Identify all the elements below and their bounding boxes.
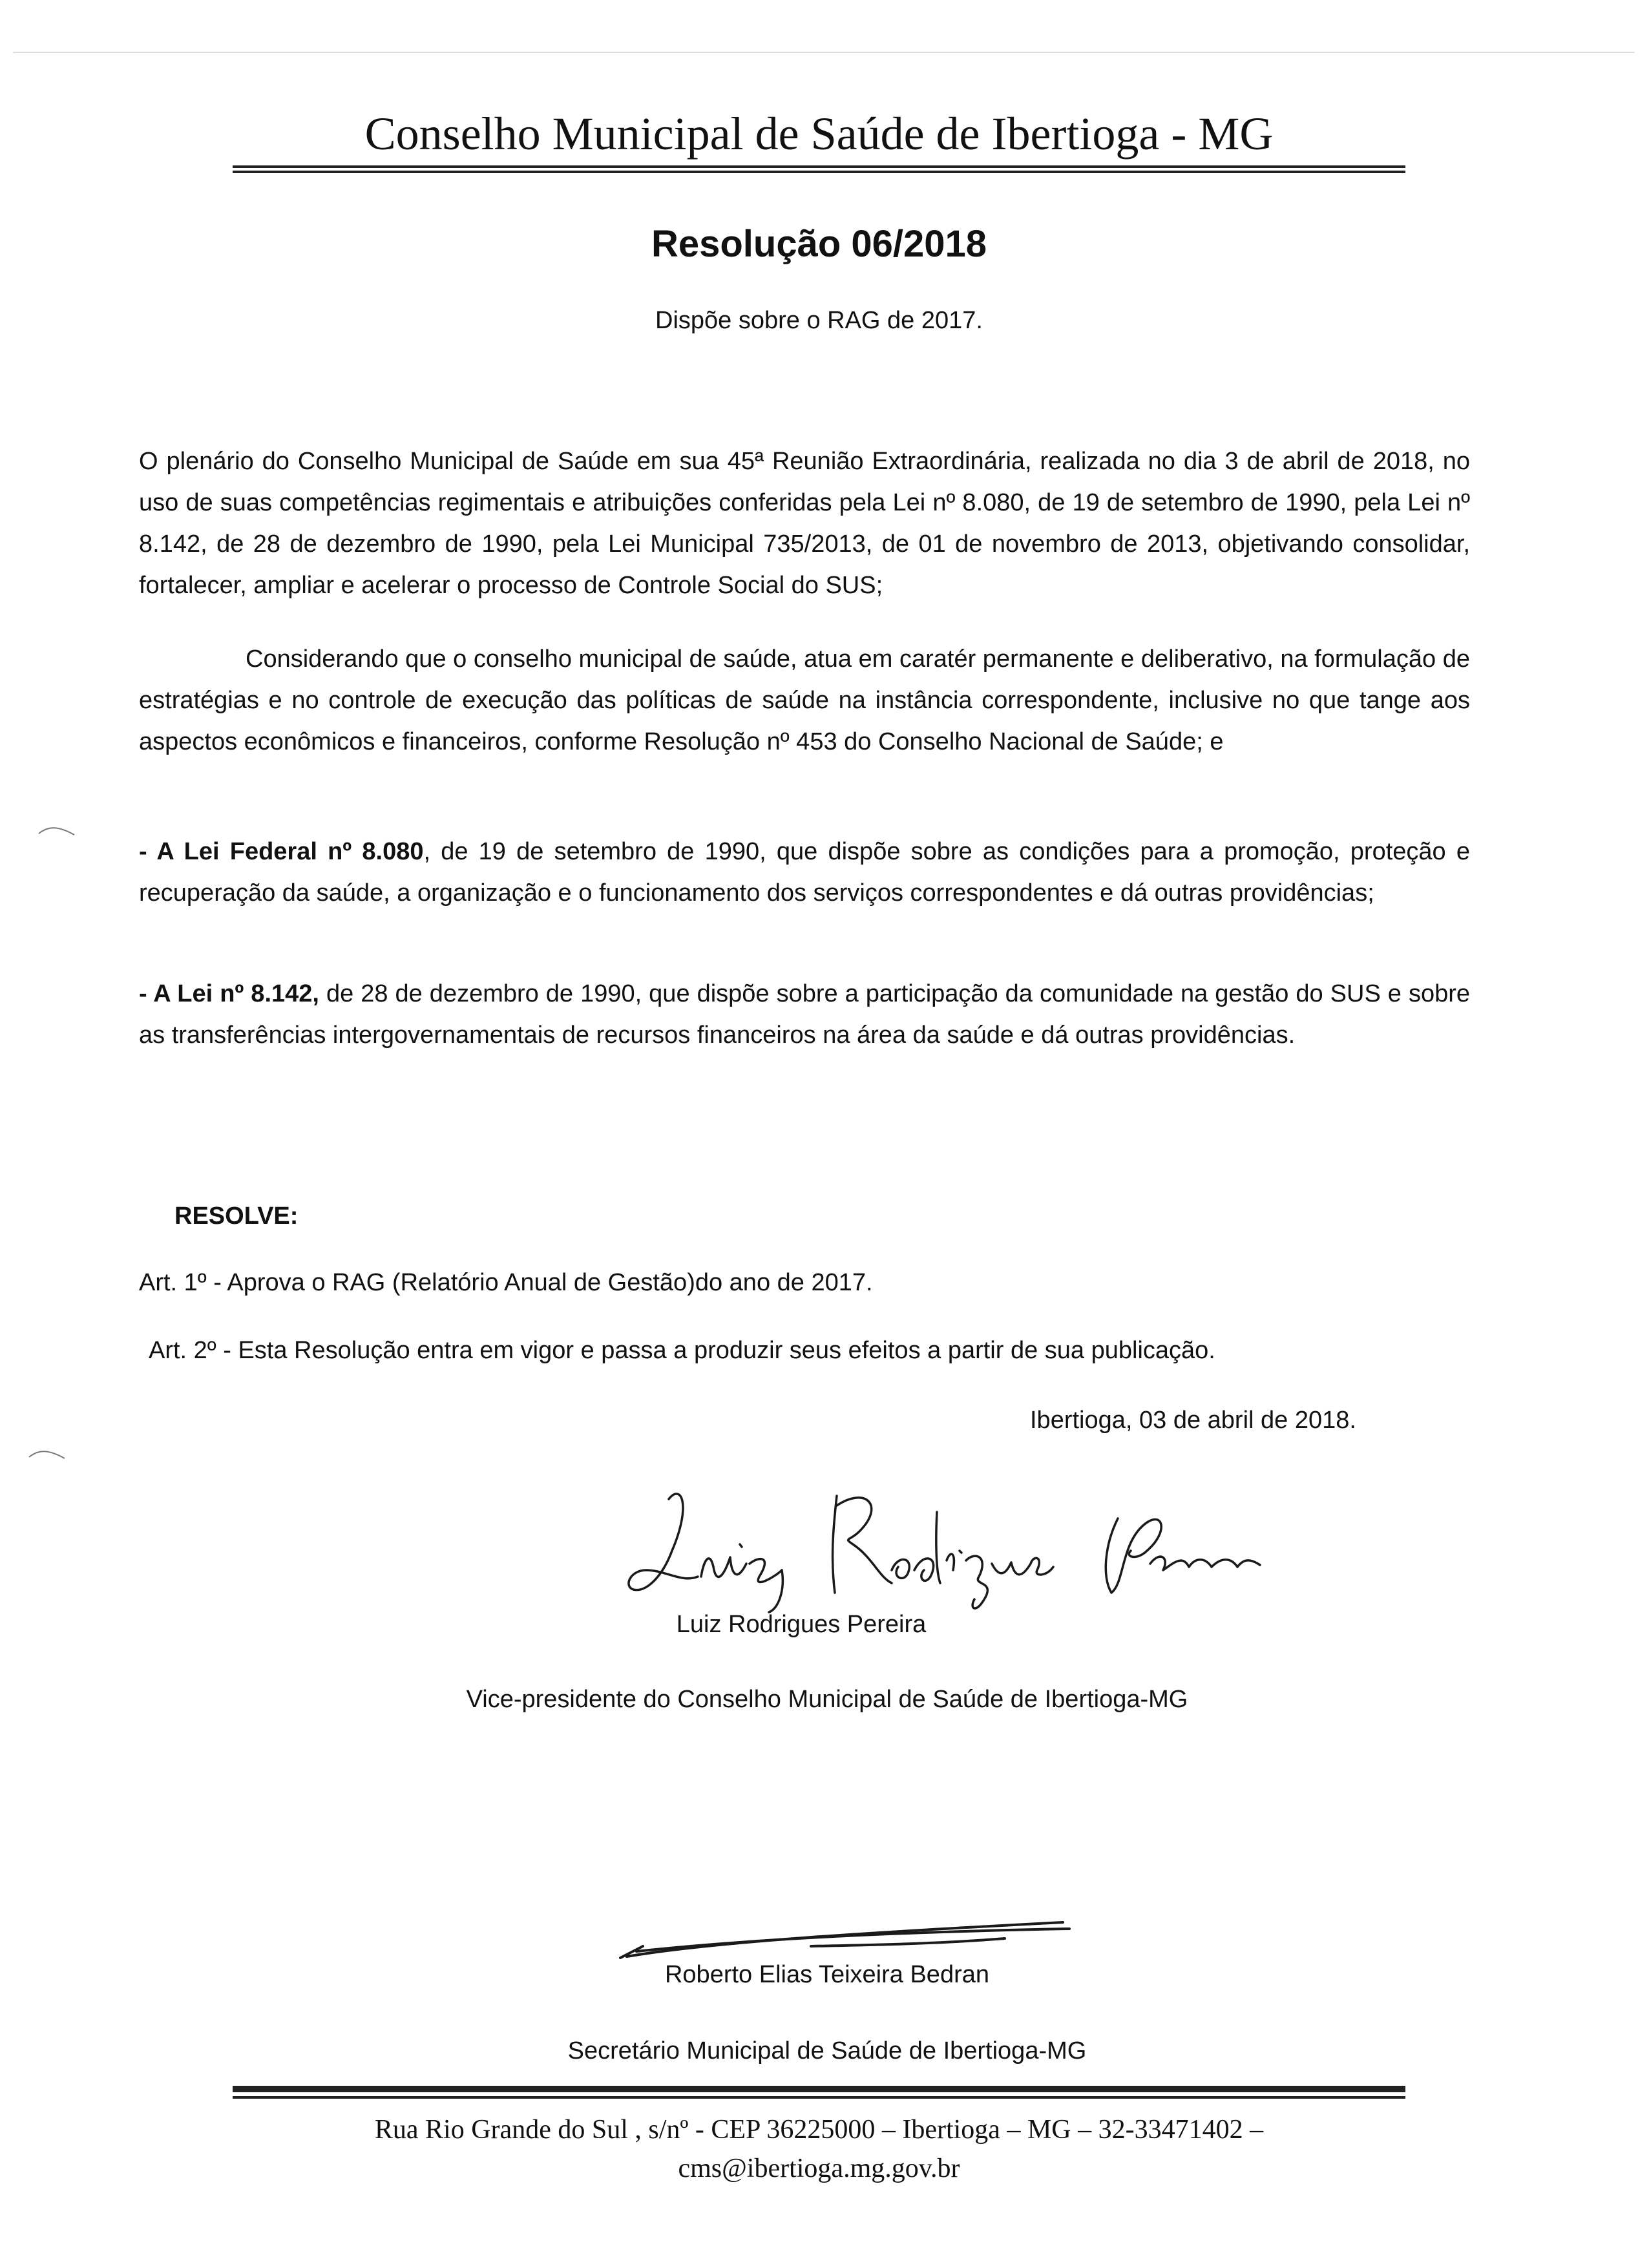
considering-paragraph: Considerando que o conselho municipal de saúde, atua em caratér permanente e deliberativo, na formulação de estratégias e no controle de execução das políticas de saúde na instância correspondente, inclusive no que tange aos aspectos econômicos e financeiros, conforme Resolução nº 453 do Conselho Nacional de Saúde; e (139, 646, 1470, 755)
law-8080-paragraph (139, 831, 1470, 914)
law-8080-label: - A Lei Federal nº 8.080 (139, 838, 424, 865)
signatory-2-role: Secretário Municipal de Saúde de Ibertioga-MG (567, 2037, 1087, 2064)
footer-rule (233, 2086, 1405, 2092)
preamble-paragraph: O plenário do Conselho Municipal de Saúde em sua 45ª Reunião Extraordinária, realizada no dia 3 de abril de 2018, no uso de suas competências regimentais e atribuições conferidas pela Lei nº 8.080, de 19 de setembro de 1990, pela Lei nº 8.142, de 28 de dezembro de 1990, pela Lei Municipal 735/2013, de 01 de novembro de 2013, objetivando consolidar, fortalecer, ampliar e acelerar o processo de Controle Social do SUS; (139, 448, 1470, 599)
law-8142-label: - A Lei nº 8.142, (139, 980, 319, 1007)
scan-mark (36, 821, 81, 840)
scan-mark (26, 1444, 71, 1464)
resolution-title: Resolução 06/2018 (651, 223, 987, 265)
signatory-1-role: Vice-presidente do Conselho Municipal de Saúde de Ibertioga-MG (466, 1686, 1188, 1713)
article-2: Art. 2º - Esta Resolução entra em vigor e passa a produzir seus efeitos a partir de sua publicação. (149, 1337, 1215, 1364)
law-8080-text: , de 19 de setembro de 1990, que dispõe sobre as condições para a promoção, proteção e recuperação da saúde, a organização e o funcionamento dos serviços correspondentes e dá outras providências; (139, 838, 1470, 907)
signatory-2-name: Roberto Elias Teixeira Bedran (664, 1961, 989, 1988)
footer-email: cms@ibertioga.mg.gov.br (678, 2154, 960, 2183)
place-and-date: Ibertioga, 03 de abril de 2018. (1030, 1407, 1356, 1434)
law-8142-text: de 28 de dezembro de 1990, que dispõe sobre a participação da comunidade na gestão do SUS e sobre as transferências intergovernamentais de recursos financeiros na área da saúde e dá outras providências. (139, 980, 1470, 1049)
scan-edge-line (13, 52, 1635, 53)
law-8142-paragraph (139, 973, 1470, 1056)
footer-address: Rua Rio Grande do Sul , s/nº - CEP 36225000 – Ibertioga – MG – 32-33471402 – (374, 2115, 1264, 2145)
article-1: Art. 1º - Aprova o RAG (Relatório Anual de Gestão)do ano de 2017. (139, 1269, 873, 1296)
council-header-title: Conselho Municipal de Saúde de Ibertioga - MG (364, 108, 1274, 160)
resolve-heading-text: RESOLVE: (174, 1202, 299, 1230)
resolution-subject: Dispõe sobre o RAG de 2017. (655, 307, 983, 334)
header-rule (233, 165, 1405, 168)
header-rule-double (233, 171, 1405, 173)
footer-rule-double (233, 2096, 1405, 2099)
signatory-1-name: Luiz Rodrigues Pereira (676, 1611, 927, 1638)
resolve-heading (174, 1197, 298, 1235)
signature-luiz-rodrigues-pereira (620, 1480, 1292, 1615)
